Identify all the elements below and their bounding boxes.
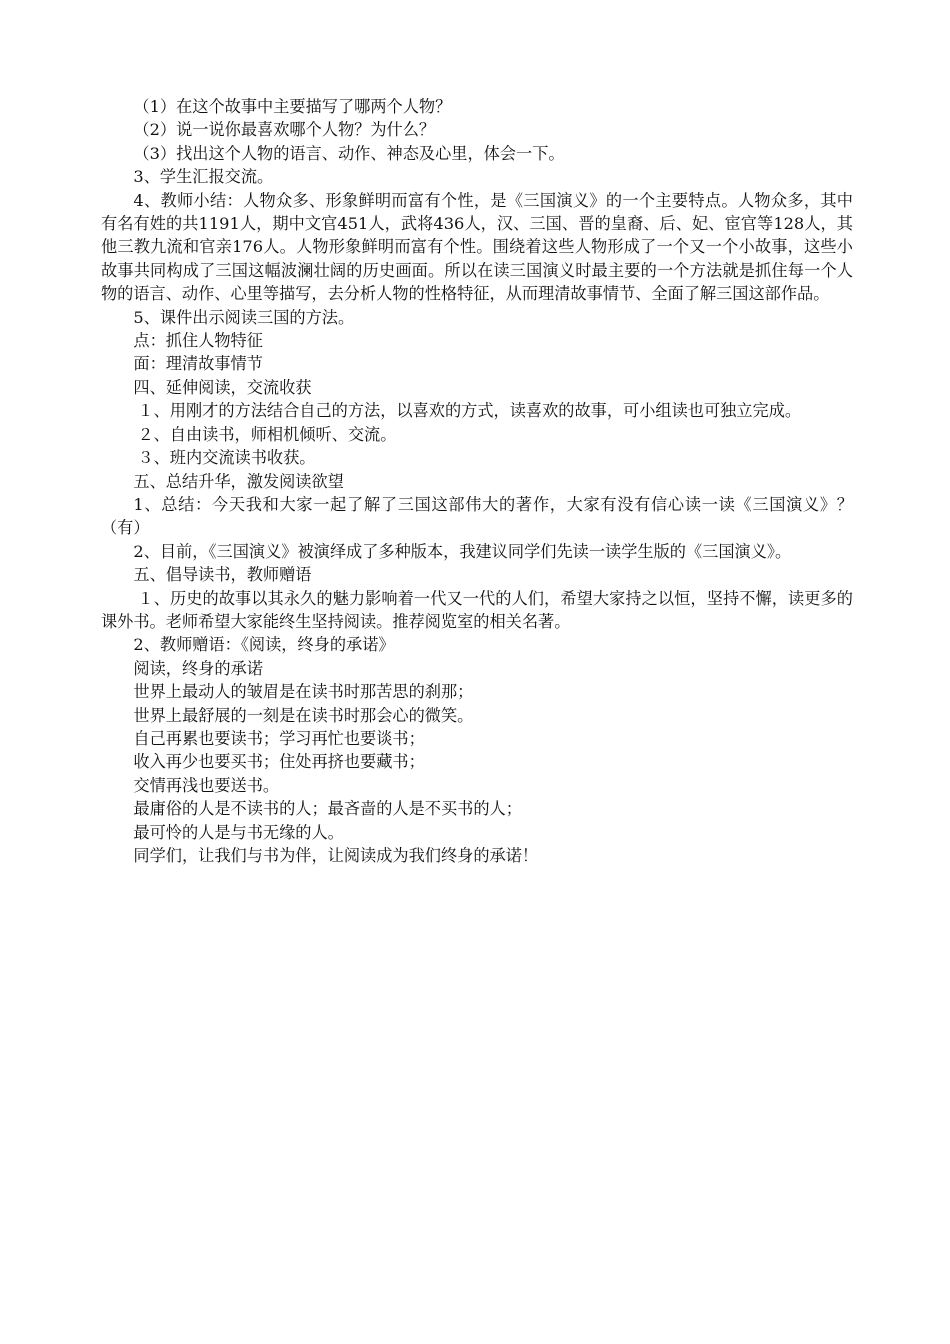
poem-title: 阅读，终身的承诺 <box>133 658 263 678</box>
step-3: 3、学生汇报交流。 <box>133 167 274 187</box>
step-5: 5、课件出示阅读三国的方法。 <box>133 307 355 327</box>
poem-line-2: 世界上最舒展的一刻是在读书时那会心的微笑。 <box>133 705 474 725</box>
document-body <box>101 95 853 867</box>
closing-line: 同学们，让我们与书为伴，让阅读成为我们终身的承诺！ <box>133 846 539 865</box>
question-3: （3）找出这个人物的语言、动作、神态及心里，体会一下。 <box>133 143 565 163</box>
poem-line-7: 最可怜的人是与书无缘的人。 <box>133 822 344 842</box>
poem-line-6: 最庸俗的人是不读书的人；最吝啬的人是不买书的人； <box>133 799 522 819</box>
summary-1: 1、总结：今天我和大家一起了解了三国这部伟大的著作，大家有没有信心读一读《三国演义》？（有） <box>101 494 853 538</box>
question-2: （2）说一说你最喜欢哪个人物？为什么？ <box>133 120 436 140</box>
section-heading-5b: 五、倡导读书，教师赠语 <box>133 565 312 585</box>
method-surface: 面：理清故事情节 <box>133 354 263 374</box>
advocacy-2: 2、教师赠语：《阅读，终身的承诺》 <box>133 635 395 655</box>
poem-line-3: 自己再累也要读书；学习再忙也要谈书； <box>133 728 425 748</box>
poem-line-5: 交情再浅也要送书。 <box>133 775 280 795</box>
extended-reading-3: ３、班内交流读书收获。 <box>137 448 316 468</box>
poem-line-1: 世界上最动人的皱眉是在读书时那苦思的刹那； <box>133 682 474 702</box>
step-4-summary: 4、教师小结：人物众多、形象鲜明而富有个性，是《三国演义》的一个主要特点。人物众多，其中有名有姓的共1191人，期中文官451人，武将436人，汉、三国、晋的皇裔、后、妃、宦官等128人，其他三教九流和官亲176人。人物形象鲜明而富有个性。围绕着这些人物形成了一个又一个小故事，这些小故事共同构成了三国这幅波澜壮阔的历史画面。所以在读三国演义时最主要的一个方法就是抓住每一个人物的语言、动作、心里等描写，去分析人物的性格特征，从而理清故事情节、全面了解三国这部作品。 <box>101 190 853 304</box>
extended-reading-2: ２、自由读书，师相机倾听、交流。 <box>137 424 397 444</box>
poem-line-4: 收入再少也要买书；住处再挤也要藏书； <box>133 752 425 772</box>
extended-reading-1: １、用刚才的方法结合自己的方法，以喜欢的方式，读喜欢的故事，可小组读也可独立完成。 <box>137 401 802 421</box>
method-point: 点：抓住人物特征 <box>133 331 263 351</box>
summary-2: 2、目前，《三国演义》被演绎成了多种版本，我建议同学们先读一读学生版的《三国演义》。 <box>133 541 792 561</box>
advocacy-1: １、历史的故事以其永久的魅力影响着一代又一代的人们，希望大家持之以恒，坚持不懈，读更多的课外书。老师希望大家能终生坚持阅读。推荐阅览室的相关名著。 <box>101 588 853 631</box>
section-heading-5a: 五、总结升华，激发阅读欲望 <box>133 471 344 491</box>
section-heading-4: 四、延伸阅读，交流收获 <box>133 377 312 397</box>
question-1: （1）在这个故事中主要描写了哪两个人物？ <box>133 97 452 116</box>
